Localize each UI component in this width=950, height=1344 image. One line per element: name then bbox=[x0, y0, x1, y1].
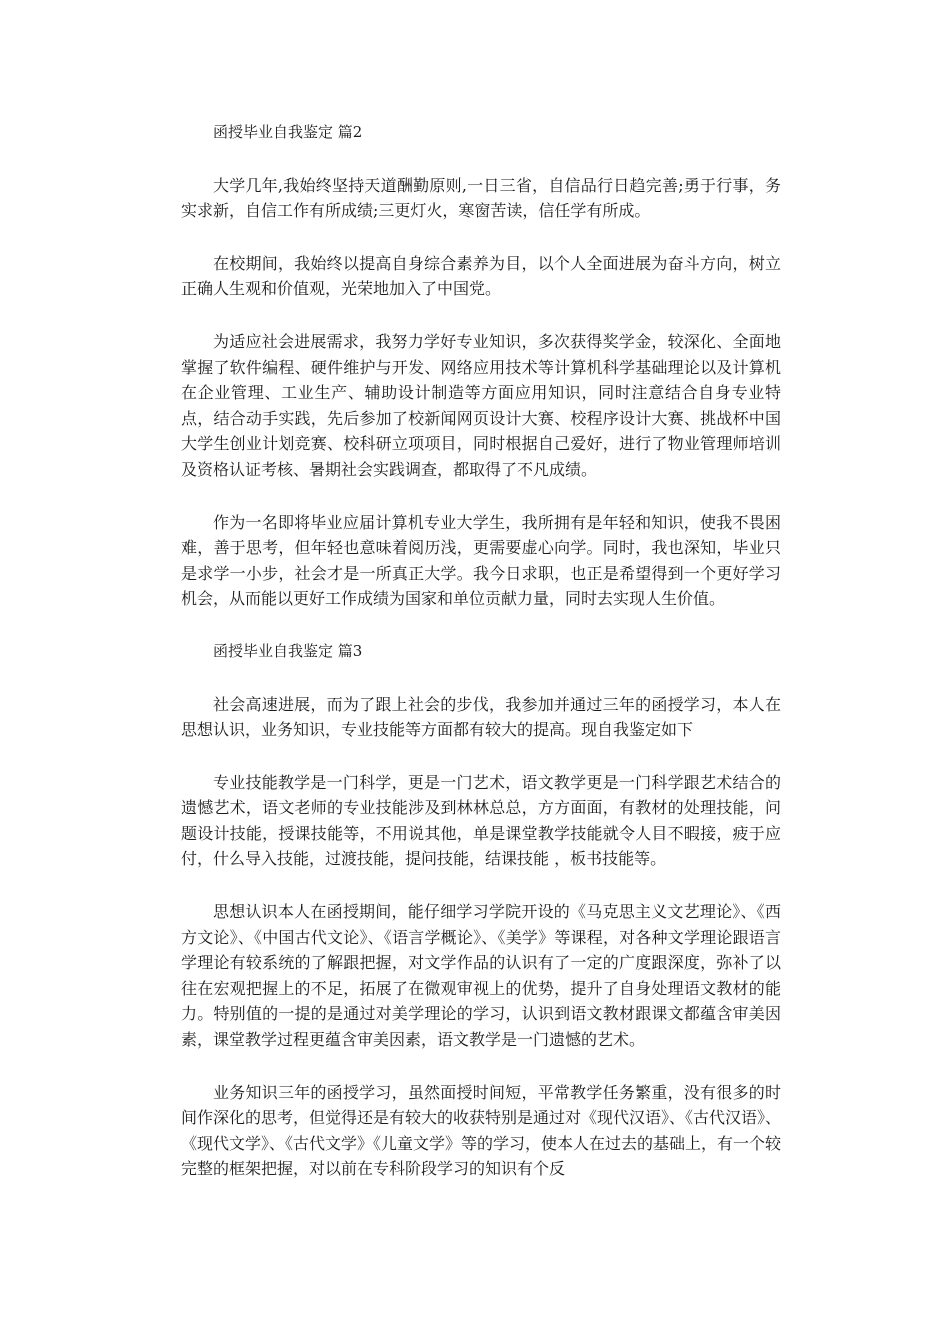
section-3-paragraph-4: 业务知识三年的函授学习，虽然面授时间短，平常教学任务繁重，没有很多的时间作深化的思考，但觉得还是有较大的收获特别是通过对《现代汉语》、《古代汉语》、《现代文学》、《古代文学》《儿童文学》等的学习，使本人在过去的基础上，有一个较完整的框架把握，对以前在专科阶段学习的知识有个反 bbox=[181, 1082, 782, 1179]
section-2-paragraph-4: 作为一名即将毕业应届计算机专业大学生，我所拥有是年轻和知识，使我不畏困难，善于思考，但年轻也意味着阅历浅，更需要虚心向学。同时，我也深知，毕业只是求学一小步，社会才是一所真正大学。我今日求职，也正是希望得到一个更好学习机会，从而能以更好工作成绩为国家和单位贡献力量，同时去实现人生价值。 bbox=[181, 512, 781, 609]
section-3-paragraph-2: 专业技能教学是一门科学，更是一门艺术，语文教学更是一门科学跟艺术结合的遗憾艺术，语文老师的专业技能涉及到林林总总，方方面面，有教材的处理技能，问题设计技能，授课技能等，不用说其他，单是课堂教学技能就令人目不暇接，疲于应付，什么导入技能，过渡技能，提问技能，结课技能 ，板书技能等。 bbox=[181, 772, 781, 869]
section-3-paragraph-3: 思想认识本人在函授期间，能仔细学习学院开设的《马克思主义文艺理论》、《西方文论》、《中国古代文论》、《语言学概论》、《美学》等课程，对各种文学理论跟语言学理论有较系统的了解跟把握，对文学作品的认识有了一定的广度跟深度，弥补了以往在宏观把握上的不足，拓展了在微观审视上的优势，提升了自身处理语文教材的能力。特别值的一提的是通过对美学理论的学习，认识到语文教材跟课文都蕴含审美因素，课堂教学过程更蕴含审美因素，语文教学是一门遗憾的艺术。 bbox=[181, 902, 781, 1050]
section-2-paragraph-1: 大学几年,我始终坚持天道酬勤原则,一日三省，自信品行日趋完善;勇于行事，务实求新，自信工作有所成绩;三更灯火，寒窗苦读，信任学有所成。 bbox=[181, 175, 781, 221]
section-3-heading: 函授毕业自我鉴定 篇3 bbox=[213, 641, 363, 660]
section-2-paragraph-3: 为适应社会进展需求，我努力学好专业知识，多次获得奖学金，较深化、全面地掌握了软件编程、硬件维护与开发、网络应用技术等计算机科学基础理论以及计算机在企业管理、工业生产、辅助设计制造等方面应用知识，同时注意结合自身专业特点，结合动手实践，先后参加了校新闻网页设计大赛、校程序设计大赛、挑战杯中国大学生创业计划竞赛、校科研立项项目，同时根据自己爱好，进行了物业管理师培训及资格认证考核、暑期社会实践调查，都取得了不凡成绩。 bbox=[181, 331, 781, 479]
document-page bbox=[181, 120, 781, 1182]
section-2-heading: 函授毕业自我鉴定 篇2 bbox=[213, 123, 363, 141]
section-2-paragraph-2: 在校期间，我始终以提高自身综合素养为目，以个人全面进展为奋斗方向，树立正确人生观和价值观，光荣地加入了中国党。 bbox=[181, 253, 781, 299]
section-3-paragraph-1: 社会高速进展，而为了跟上社会的步伐，我参加并通过三年的函授学习，本人在思想认识，业务知识，专业技能等方面都有较大的提高。现自我鉴定如下 bbox=[181, 694, 781, 740]
